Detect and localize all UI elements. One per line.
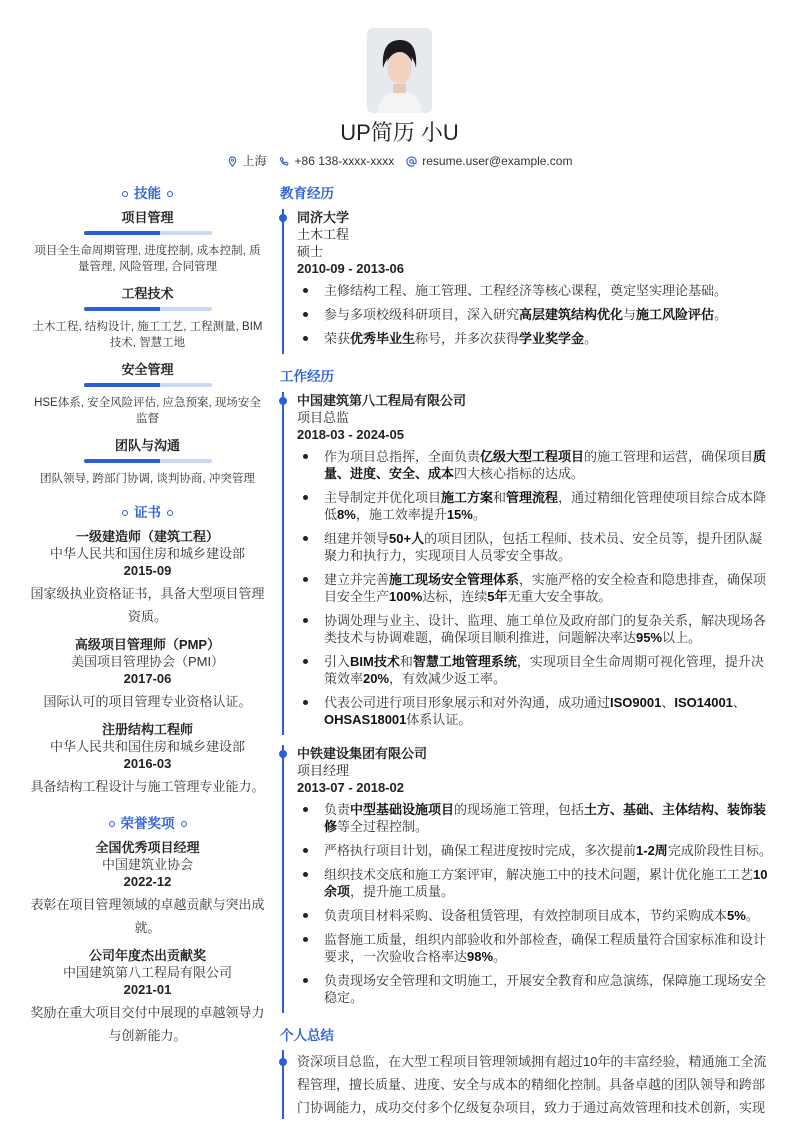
bold-text: 95%	[636, 630, 663, 645]
date-range: 2018-03 - 2024-05	[297, 427, 404, 442]
text-segment: 和	[399, 654, 413, 669]
skills-heading: 技能	[30, 185, 265, 203]
bullet-item	[297, 972, 772, 1013]
award-item-description: 奖励在重大项目交付中展现的卓越领导力与创新能力。	[30, 1005, 265, 1043]
text-segment: 主导制定并优化项目	[324, 490, 442, 505]
timeline-dot	[279, 214, 287, 222]
bold-text: 100%	[389, 589, 423, 604]
text-segment: 负责	[324, 802, 351, 817]
timeline-dot	[279, 397, 287, 405]
bold-text: 智慧工地管理系统	[412, 654, 517, 669]
bold-text: ISO9001	[610, 695, 662, 710]
work-item	[282, 745, 772, 1013]
text-segment: 、	[661, 695, 675, 710]
text-segment: ，实现项目全生命周期可视化管理，提升决策效率	[324, 654, 764, 686]
bold-text: 施工现场安全管理体系	[389, 572, 520, 587]
bold-text: 土方、基础、主体结构、装饰装修	[324, 802, 767, 834]
text-segment: 作为项目总指挥，全面负责	[324, 449, 481, 464]
certificate-item-date: 2017-06	[123, 671, 172, 686]
text-segment: 协调处理与业主、设计、监理、施工单位及政府部门的复杂关系，解决现场各类技术与协调难题，确保项目顺利推进，问题解决率达	[324, 613, 767, 645]
left-column	[30, 185, 265, 1047]
award-item-date: 2022-12	[123, 874, 172, 889]
awards-list	[30, 839, 265, 1047]
education-item	[282, 209, 772, 354]
text-segment: ，通过精细化管理使项目综合成本降低	[324, 490, 767, 522]
bold-text: 中型基础设施项目	[350, 802, 455, 817]
bullet-item	[297, 931, 772, 972]
skill-description: 项目全生命周期管理, 进度控制, 成本控制, 质量管理, 风险管理, 合同管理	[34, 245, 261, 273]
text-segment: 的项目团队，包括工程师、技术员、安全员等，提升团队凝聚力和执行力，实现项目人员零安全事故。	[324, 531, 763, 563]
text-segment: ，实施严格的安全检查和隐患排查，确保项目安全生产	[324, 572, 767, 604]
award-item	[30, 839, 265, 939]
bullet-item	[297, 282, 772, 306]
bold-text: 50+人	[389, 531, 425, 546]
major: 土木工程	[297, 227, 350, 242]
text-segment: 称号，并多次获得	[415, 331, 520, 346]
bold-text: ISO14001	[674, 695, 733, 710]
education-heading: 教育经历	[280, 186, 334, 201]
skill-description: 土木工程, 结构设计, 施工工艺, 工程测量, BIM技术, 智慧工地	[32, 321, 263, 349]
bullet-item	[297, 653, 772, 694]
date-range: 2013-07 - 2018-02	[297, 780, 404, 795]
summary-item	[282, 1050, 772, 1119]
bold-text: OHSAS18001	[324, 712, 407, 727]
text-segment: 引入	[324, 654, 351, 669]
timeline-dot	[279, 1058, 287, 1066]
phone-icon	[279, 156, 290, 167]
degree: 硕士	[297, 244, 324, 259]
bold-text: 施工风险评估	[636, 307, 715, 322]
skill-name: 工程技术	[121, 286, 174, 301]
skill-item	[30, 209, 265, 275]
text-segment: 主修结构工程、施工管理、工程经济等核心课程，奠定坚实理论基础。	[324, 283, 728, 298]
work-item	[282, 392, 772, 735]
text-segment: 。	[745, 908, 759, 923]
skill-name: 安全管理	[121, 362, 174, 377]
text-segment: 。	[584, 331, 598, 346]
text-segment: 达标，连续	[422, 589, 488, 604]
candidate-name: UP简历 小U	[340, 120, 459, 145]
location-pin-icon	[227, 156, 238, 167]
bullet-item	[297, 694, 772, 735]
summary-heading: 个人总结	[280, 1028, 334, 1043]
phone: +86 138-xxxx-xxxx	[294, 154, 395, 168]
text-segment: 完成阶段性目标。	[667, 843, 772, 858]
bullet-item	[297, 842, 772, 866]
bullet-item	[297, 306, 772, 330]
text-segment: 严格执行项目计划，确保工程进度按时完成，多次提前	[324, 843, 637, 858]
certificate-item	[30, 636, 265, 713]
bullet-item	[297, 448, 772, 489]
circle-icon	[181, 821, 187, 827]
award-item-date: 2021-01	[123, 982, 172, 997]
text-segment: 等全过程控制。	[337, 819, 429, 834]
skill-level-fill	[84, 231, 161, 235]
skill-name: 团队与沟通	[114, 438, 180, 453]
company-name: 中国建筑第八工程局有限公司	[297, 393, 467, 408]
text-segment: ，施工效率提升	[355, 507, 447, 522]
skill-level-fill	[84, 307, 161, 311]
summary-text: 资深项目总监，在大型工程项目管理领域拥有超过10年的丰富经验，精通施工全流程管理，擅长质量、进度、安全与成本的精细化控制。具备卓越的团队领导和跨部门协调能力，成功交付多个亿级复杂项目，致力于通过高效管理和技术创新，实现	[297, 1054, 767, 1115]
award-item-issuer: 中国建筑第八工程局有限公司	[62, 965, 232, 980]
certificate-item-name: 注册结构工程师	[101, 722, 193, 737]
certificate-item-name: 高级项目管理师（PMP）	[74, 637, 221, 652]
bullet-item	[297, 866, 772, 907]
certificates-heading: 证书	[30, 504, 265, 522]
skill-description: HSE体系, 安全风险评估, 应急预案, 现场安全监督	[34, 397, 261, 425]
certificate-item-description: 具备结构工程设计与施工管理专业能力。	[30, 779, 265, 794]
bold-text: 20%	[363, 671, 390, 686]
certificate-item-description: 国家级执业资格证书，具备大型项目管理资质。	[30, 586, 265, 624]
text-segment: 代表公司进行项目形象展示和对外沟通，成功通过	[324, 695, 611, 710]
skill-level-fill	[84, 383, 161, 387]
bold-text: 亿级大型工程项目	[480, 449, 585, 464]
bullet-item	[297, 801, 772, 842]
bullet-list	[297, 282, 772, 354]
bold-text: 5%	[727, 908, 746, 923]
certificate-item-issuer: 美国项目管理协会（PMI）	[70, 654, 225, 669]
at-sign-icon	[406, 156, 417, 167]
bullet-list	[297, 448, 772, 735]
certificate-item	[30, 721, 265, 798]
text-segment: 。	[472, 507, 486, 522]
bold-text: 15%	[446, 507, 473, 522]
timeline-dot	[279, 750, 287, 758]
skills-list	[30, 209, 265, 487]
circle-icon	[109, 821, 115, 827]
text-segment: 荣获	[324, 331, 351, 346]
certificate-item-issuer: 中华人民共和国住房和城乡建设部	[49, 739, 245, 754]
bold-text: 优秀毕业生	[350, 331, 416, 346]
bold-text: BIM技术	[350, 654, 400, 669]
bullet-item	[297, 571, 772, 612]
text-segment: 、	[732, 695, 746, 710]
bold-text: 学业奖学金	[519, 331, 585, 346]
text-segment: 。	[714, 307, 728, 322]
bold-text: 施工方案	[441, 490, 494, 505]
bullet-item	[297, 530, 772, 571]
text-segment: 组建并领导	[324, 531, 390, 546]
bold-text: 8%	[337, 507, 356, 522]
award-item	[30, 947, 265, 1047]
circle-icon	[167, 510, 173, 516]
right-column	[280, 185, 772, 1119]
job-title: 项目总监	[297, 410, 350, 425]
text-segment: 无重大安全事故。	[507, 589, 612, 604]
certificate-item-description: 国际认可的项目管理专业资格认证。	[43, 694, 252, 709]
certificate-item-name: 一级建造师（建筑工程）	[75, 529, 219, 544]
text-segment: 体系认证。	[406, 712, 472, 727]
text-segment: 负责现场安全管理和文明施工，开展安全教育和应急演练，保障施工现场安全稳定。	[324, 973, 767, 1005]
skill-level-bar	[84, 383, 212, 387]
text-segment: 的施工管理和运营，确保项目	[584, 449, 754, 464]
award-item-name: 全国优秀项目经理	[95, 840, 200, 855]
text-segment: 以上。	[662, 630, 702, 645]
bold-text: 5年	[487, 589, 508, 604]
bullet-list	[297, 801, 772, 1013]
skill-description: 团队领导, 跨部门协调, 谈判协商, 冲突管理	[40, 473, 255, 485]
email: resume.user@example.com	[422, 154, 573, 168]
circle-icon	[122, 510, 128, 516]
bullet-item	[297, 489, 772, 530]
text-segment: 。	[493, 949, 507, 964]
text-segment: 与	[623, 307, 637, 322]
skill-level-bar	[84, 231, 212, 235]
skill-name: 项目管理	[121, 210, 174, 225]
bold-text: 高层建筑结构优化	[519, 307, 624, 322]
bold-text: 98%	[467, 949, 494, 964]
certificate-item-issuer: 中华人民共和国住房和城乡建设部	[49, 546, 245, 561]
bullet-item	[297, 612, 772, 653]
skill-item	[30, 437, 265, 487]
skill-level-bar	[84, 459, 212, 463]
text-segment: 和	[493, 490, 507, 505]
bullet-item	[297, 907, 772, 931]
bold-text: 10余项	[324, 867, 768, 899]
work-list	[280, 392, 772, 1013]
certificates-list	[30, 528, 265, 798]
skill-item	[30, 361, 265, 427]
text-segment: 监督施工质量，组织内部验收和外部检查，确保工程质量符合国家标准和设计要求，一次验收合格率达	[324, 932, 767, 964]
school-name: 同济大学	[297, 210, 350, 225]
date-range: 2010-09 - 2013-06	[297, 261, 404, 276]
education-list	[280, 209, 772, 354]
text-segment: 四大核心指标的达成。	[454, 466, 585, 481]
text-segment: 建立并完善	[324, 572, 390, 587]
contact-info	[0, 153, 799, 169]
bold-text: 1-2周	[636, 843, 668, 858]
bullet-item	[297, 330, 772, 354]
skill-level-bar	[84, 307, 212, 311]
text-segment: 的现场施工管理，包括	[454, 802, 585, 817]
skill-item	[30, 285, 265, 351]
award-item-description: 表彰在项目管理领域的卓越贡献与突出成就。	[30, 897, 265, 935]
certificate-item	[30, 528, 265, 628]
text-segment: 参与多项校级科研项目，深入研究	[324, 307, 520, 322]
text-segment: ，有效减少返工率。	[389, 671, 507, 686]
award-item-name: 公司年度杰出贡献奖	[88, 948, 206, 963]
work-heading: 工作经历	[280, 369, 334, 384]
certificate-item-date: 2016-03	[123, 756, 172, 771]
bold-text: 管理流程	[506, 490, 559, 505]
skill-level-fill	[84, 459, 161, 463]
circle-icon	[122, 191, 128, 197]
profile-photo	[367, 28, 432, 113]
awards-heading: 荣誉奖项	[30, 815, 265, 833]
certificate-item-date: 2015-09	[123, 563, 172, 578]
circle-icon	[167, 191, 173, 197]
job-title: 项目经理	[297, 763, 350, 778]
company-name: 中铁建设集团有限公司	[297, 746, 428, 761]
text-segment: 负责项目材料采购、设备租赁管理，有效控制项目成本，节约采购成本	[324, 908, 728, 923]
text-segment: 组织技术交底和施工方案评审，解决施工中的技术问题，累计优化施工工艺	[324, 867, 754, 882]
text-segment: ，提升施工质量。	[350, 884, 455, 899]
bold-text: 质量、进度、安全、成本	[324, 449, 767, 481]
location: 上海	[242, 154, 267, 168]
award-item-issuer: 中国建筑业协会	[101, 857, 193, 872]
